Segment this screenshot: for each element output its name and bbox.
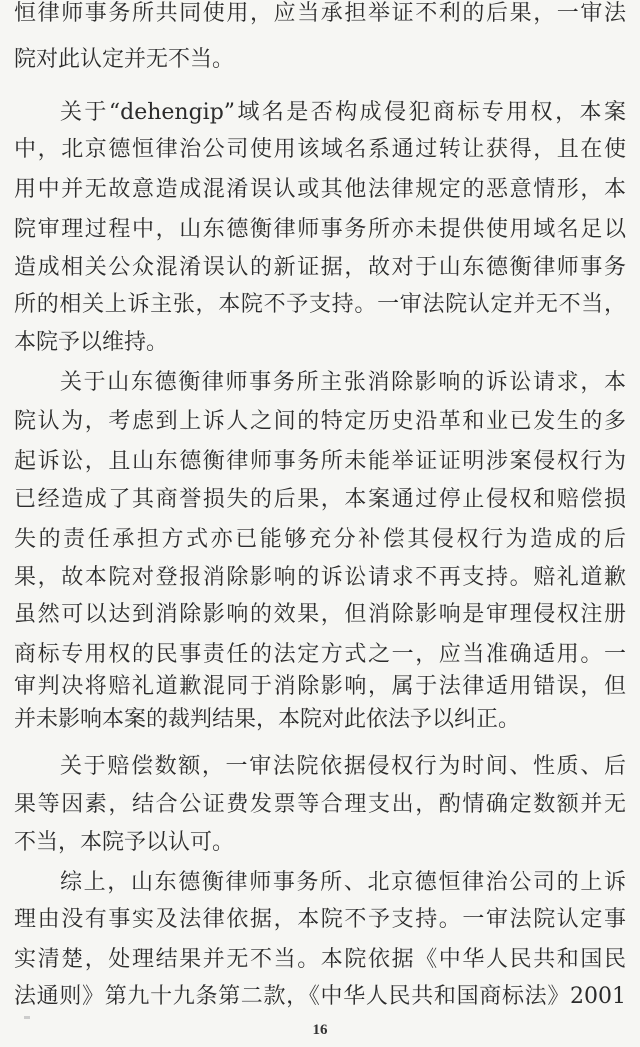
text-line: 虽然可以达到消除影响的效果，但消除影响是审理侵权注册 bbox=[14, 602, 626, 627]
text-line: 理由没有事实及法律依据，本院不予支持。一审法院认定事 bbox=[14, 907, 626, 932]
text-line: 果，故本院对登报消除影响的诉讼请求不再支持。赔礼道歉 bbox=[14, 565, 626, 590]
text-line: 法通则》第九十九条第二款，《中华人民共和国商标法》2001 bbox=[14, 984, 626, 1009]
text-line: 中，北京德恒律治公司使用该域名系通过转让获得，且在使 bbox=[14, 137, 626, 162]
text-line: 综上，山东德衡律师事务所、北京德恒律治公司的上诉 bbox=[60, 870, 626, 895]
text-line: 起诉讼，且山东德衡律师事务所未能举证证明涉案侵权行为 bbox=[14, 449, 626, 474]
text-line: 关于赔偿数额，一审法院依据侵权行为时间、性质、后 bbox=[60, 754, 626, 779]
text-line: 关于“dehengip”域名是否构成侵犯商标专用权，本案 bbox=[60, 100, 626, 125]
text-line: 本院予以维持。 bbox=[14, 330, 169, 355]
text-line: 已经造成了其商誉损失的后果，本案通过停止侵权和赔偿损 bbox=[14, 487, 626, 512]
text-line: 果等因素，结合公证费发票等合理支出，酌情确定数额并无 bbox=[14, 792, 626, 817]
text-line: 关于山东德衡律师事务所主张消除影响的诉讼请求，本 bbox=[60, 370, 626, 395]
text-line: 审判决将赔礼道歉混同于消除影响，属于法律适用错误，但 bbox=[14, 674, 626, 699]
text-line: 不当，本院予以认可。 bbox=[14, 830, 235, 855]
text-line: 院认为，考虑到上诉人之间的特定历史沿革和业已发生的多 bbox=[14, 409, 626, 434]
text-line: 院审理过程中，山东德衡律师事务所亦未提供使用域名足以 bbox=[14, 217, 626, 242]
text-line: 失的责任承担方式亦已能够充分补偿其侵权行为造成的后 bbox=[14, 527, 626, 552]
text-line: 实清楚，处理结果并无不当。本院依据《中华人民共和国民 bbox=[14, 947, 626, 972]
scan-speck bbox=[24, 1016, 30, 1019]
text-line: 恒律师事务所共同使用，应当承担举证不利的后果，一审法 bbox=[14, 1, 626, 26]
text-line: 所的相关上诉主张，本院不予支持。一审法院认定并无不当， bbox=[14, 292, 626, 317]
text-line: 用中并无故意造成混淆误认或其他法律规定的恶意情形，本 bbox=[14, 177, 626, 202]
text-line: 商标专用权的民事责任的法定方式之一，应当准确适用。一 bbox=[14, 642, 626, 667]
text-line: 造成相关公众混淆误认的新证据，故对于山东德衡律师事务 bbox=[14, 255, 626, 280]
text-line: 并未影响本案的裁判结果，本院对此依法予以纠正。 bbox=[14, 707, 521, 732]
page-number: 16 bbox=[312, 1022, 328, 1038]
text-line: 院对此认定并无不当。 bbox=[14, 47, 235, 72]
